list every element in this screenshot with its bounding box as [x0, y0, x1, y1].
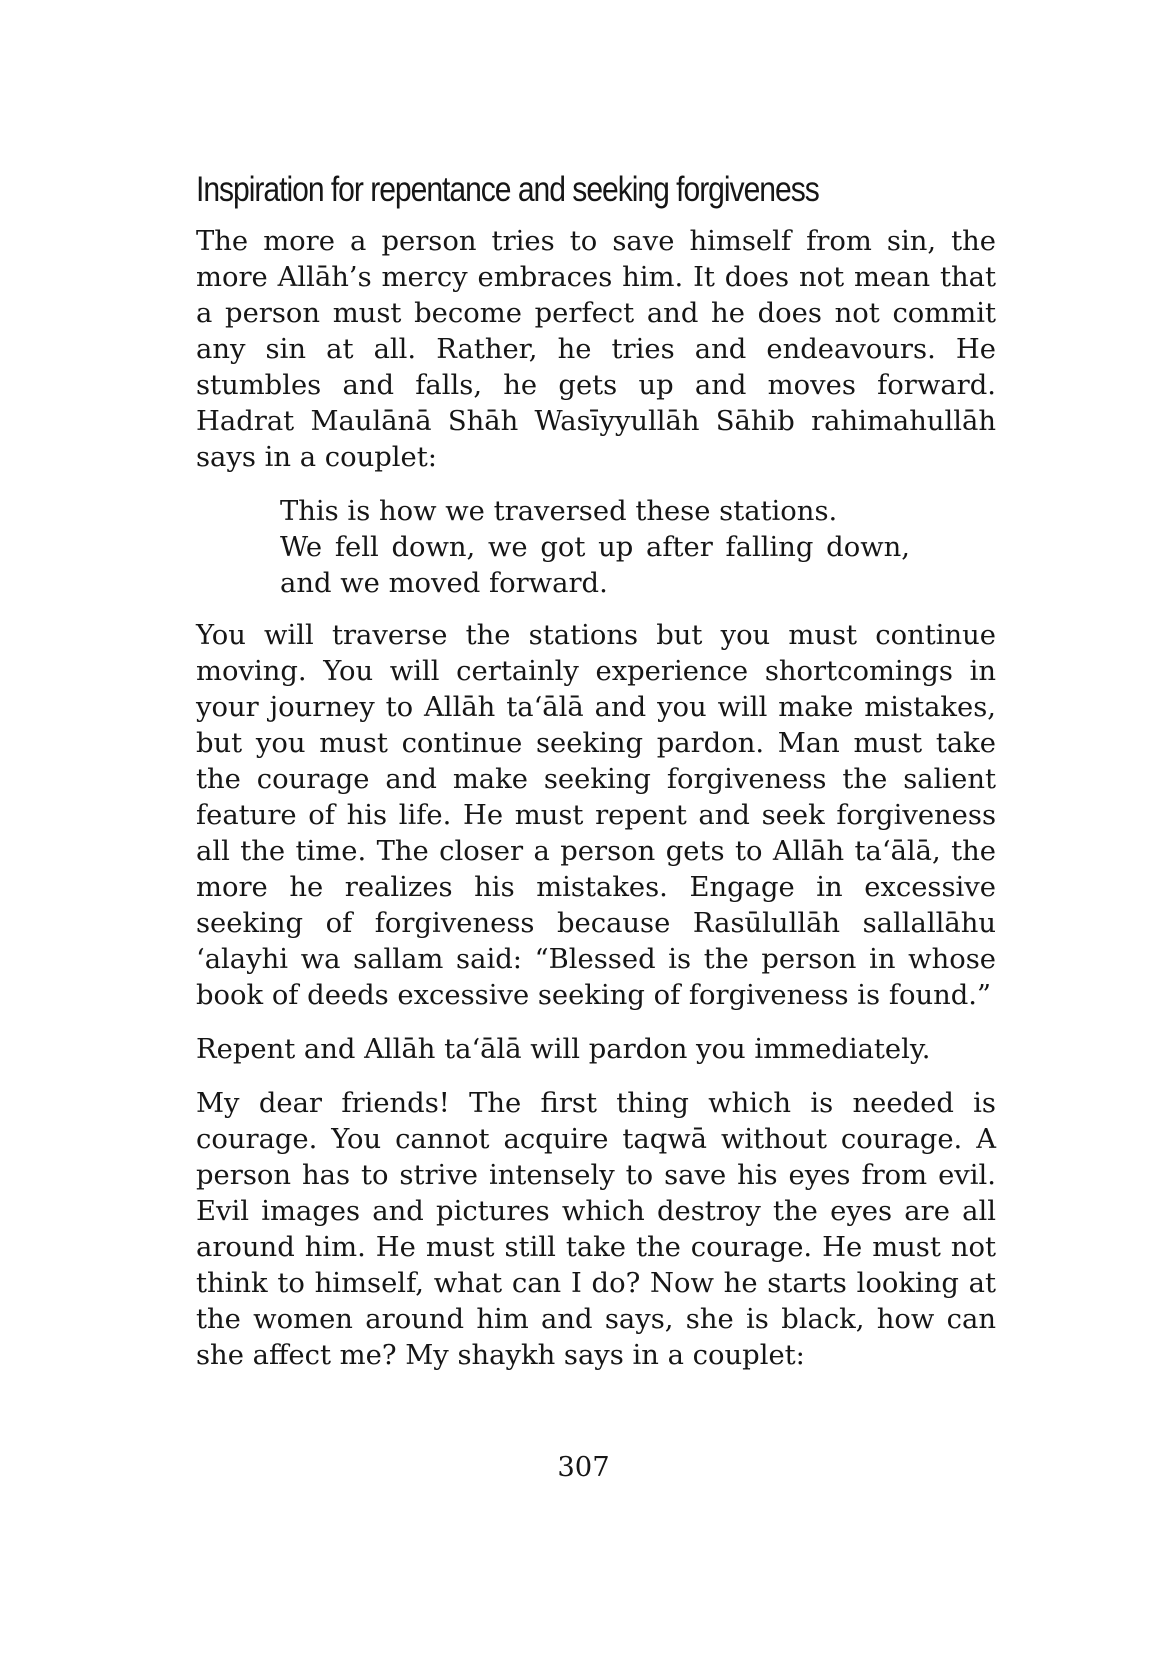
paragraph-2: You will traverse the stations but you must continue moving. You will certainly experience shortcomings in your journey to Allāh ta‘ālā and you will make mistakes, but you must continue seeking pardon. Man must take the courage and make seeking forgiveness the salient feature of his life. He must repent and seek forgiveness all the time. The closer a person gets to Allāh ta‘ālā, the more he realizes his mistakes. Engage in excessive seeking of forgiveness because Rasūlullāh sallallāhu ‘alayhi wa sallam said: “Blessed is the person in whose book of deeds excessive seeking of forgiveness is found.”: [196, 620, 996, 1011]
couplet-line-1: This is how we traversed these stations.: [280, 496, 838, 527]
couplet-quote: [280, 494, 910, 602]
couplet-line-2: We fell down, we got up after falling down, and we moved forward.: [280, 532, 910, 599]
section-heading: Inspiration for repentance and seeking forgiveness: [196, 170, 819, 209]
page-content: [196, 168, 996, 1392]
page-number: 307: [557, 1452, 610, 1483]
paragraph-3: Repent and Allāh ta‘ālā will pardon you immediately.: [196, 1034, 931, 1065]
paragraph-1: The more a person tries to save himself from sin, the more Allāh’s mercy embraces him. It does not mean that a person must become perfect and he does not commit any sin at all. Rather, he tries and endeavours. He stumbles and falls, he gets up and moves forward. Hadrat Maulānā Shāh Wasīyyullāh Sāhib rahimahullāh says in a couplet:: [196, 226, 996, 473]
paragraph-4: My dear friends! The first thing which is needed is courage. You cannot acquire taqwā without courage. A person has to strive intensely to save his eyes from evil. Evil images and pictures which destroy the eyes are all around him. He must still take the courage. He must not think to himself, what can I do? Now he starts looking at the women around him and says, she is black, how can she affect me? My shaykh says in a couplet:: [196, 1088, 996, 1371]
